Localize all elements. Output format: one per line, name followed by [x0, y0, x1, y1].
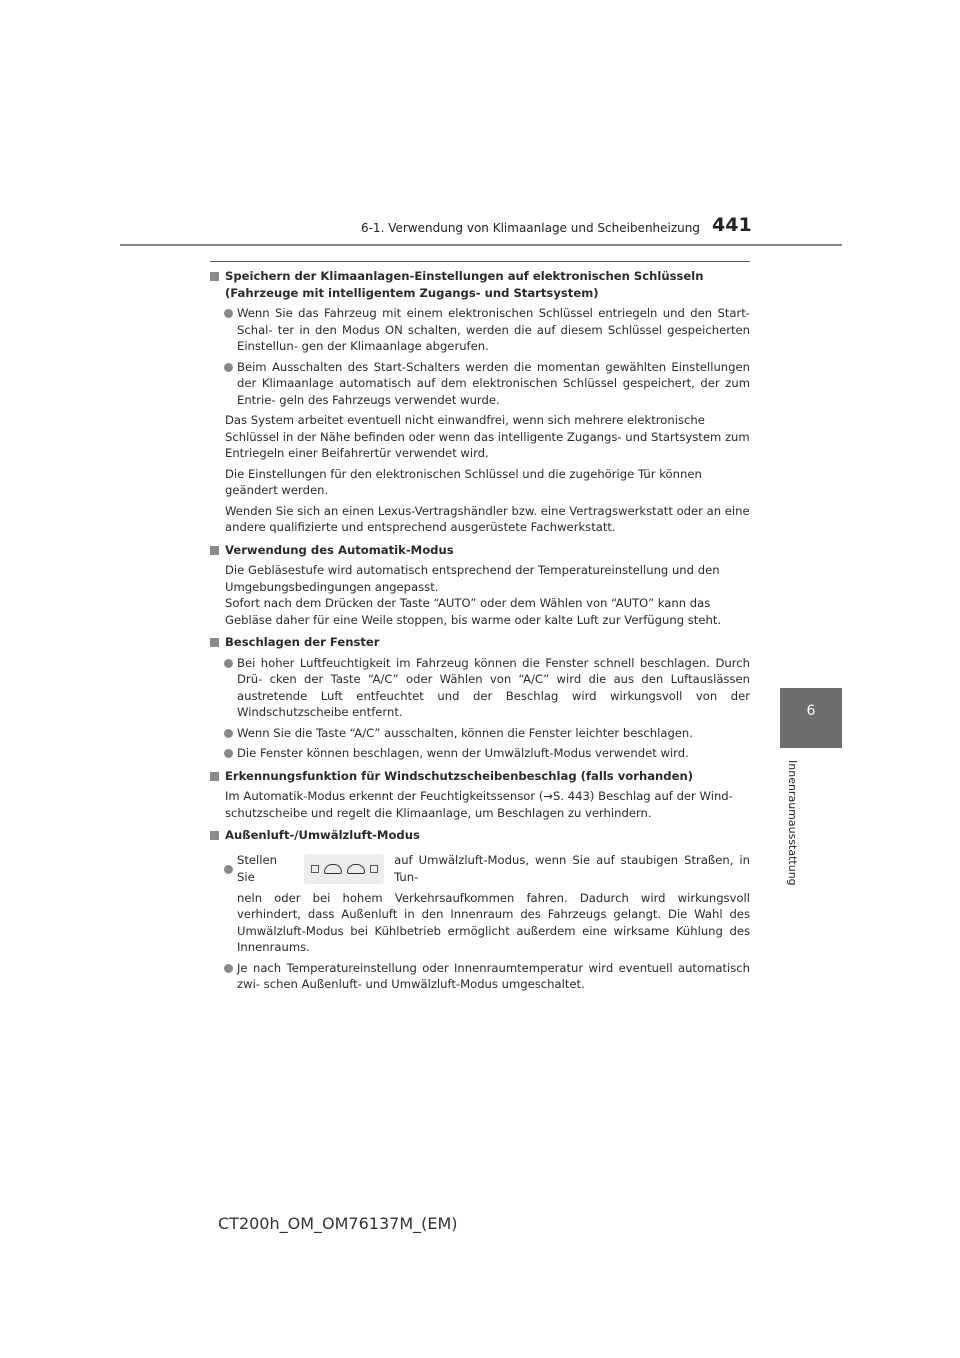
- bullet-item: Je nach Temperatureinstellung oder Innenraumtemperatur wird eventuell automatisch zwi- schen Außenluft- und Umwälzluft-Modus umgeschaltet.: [210, 960, 750, 993]
- bullet-item: Bei hoher Luftfeuchtigkeit im Fahrzeug können die Fenster schnell beschlagen. Durch Drü- cken der Taste “A/C” oder Wählen von “A/C” wird die aus den Luftauslässen austretende Luft entfeuchtet und der Beschlag wird wirkungsvoll von der Windschutzscheibe entfernt.: [210, 655, 750, 721]
- square-bullet-icon: [210, 272, 219, 281]
- bullet-item: Die Fenster können beschlagen, wenn der Umwälzluft-Modus verwendet wird.: [210, 745, 750, 762]
- section-heading: Außenluft-/Umwälzluft-Modus: [210, 827, 750, 844]
- icon-line: [237, 852, 750, 886]
- document-code: CT200h_OM_OM76137M_(EM): [218, 1214, 458, 1233]
- chapter-tab: [780, 688, 842, 748]
- bullet-item: [210, 852, 750, 886]
- chapter-label: Innenraumausstattung: [786, 760, 799, 886]
- outside-air-car-icon: [347, 864, 365, 874]
- square-bullet-icon: [210, 772, 219, 781]
- indicator-icon: [370, 865, 378, 873]
- section-heading: Beschlagen der Fenster: [210, 634, 750, 651]
- indicator-icon: [311, 865, 319, 873]
- bullet-item: Beim Ausschalten des Start-Schalters werden die momentan gewählten Einstellungen der Klimaanlage automatisch auf dem elektronischen Schlüssel gespeichert, der zum Entrie- geln des Fahrzeugs verwendet wurde.: [210, 359, 750, 409]
- round-bullet-icon: [224, 729, 233, 738]
- section-heading: Erkennungsfunktion für Windschutzscheibenbeschlag (falls vorhanden): [210, 768, 750, 785]
- bullet-tail-text: auf Umwälzluft-Modus, wenn Sie auf staubigen Straßen, in Tun-: [394, 853, 750, 884]
- square-bullet-icon: [210, 638, 219, 647]
- paragraph: Wenden Sie sich an einen Lexus-Vertragshändler bzw. eine Vertragswerkstatt oder an eine andere qualifizierte und entsprechend ausgerüstete Fachwerkstatt.: [225, 503, 750, 534]
- air-mode-buttons-icon: [304, 854, 384, 884]
- paragraph: Sofort nach dem Drücken der Taste “AUTO” oder dem Wählen von “AUTO” kann das Gebläse daher für eine Weile stoppen, bis warme oder kalte Luft zur Verfügung steht.: [225, 596, 722, 627]
- bullet-item: Wenn Sie das Fahrzeug mit einem elektronischen Schlüssel entriegeln und den Start-Schal- ter in den Modus ON schalten, werden die auf diesem Schlüssel gespeicherten Einstellun- gen der Klimaanlage abgerufen.: [210, 305, 750, 355]
- square-bullet-icon: [210, 546, 219, 555]
- content: [210, 268, 750, 999]
- bullet-item: Wenn Sie die Taste “A/C” ausschalten, können die Fenster leichter beschlagen.: [210, 725, 750, 742]
- header-title: 6-1. Verwendung von Klimaanlage und Scheibenheizung: [360, 221, 700, 235]
- square-bullet-icon: [210, 831, 219, 840]
- section-key-memory: [210, 268, 750, 536]
- header-rule: [120, 244, 842, 246]
- chapter-number: 6: [806, 703, 816, 719]
- bullet-continuation: neln oder bei hohem Verkehrsaufkommen fahren. Dadurch wird wirkungsvoll verhindert, dass Außenluft in den Innenraum des Fahrzeugs gelangt. Die Wahl des Umwälzluft-Modus bei Kühlbetrieb ermöglicht außerdem eine wirksame Kühlung des Innenraums.: [237, 890, 750, 954]
- recirculation-car-icon: [324, 864, 342, 874]
- section-heading: Verwendung des Automatik-Modus: [210, 542, 750, 559]
- round-bullet-icon: [224, 659, 233, 668]
- content-rule: [210, 261, 750, 262]
- page-number: 441: [712, 214, 752, 236]
- section-auto-mode: [210, 542, 750, 629]
- round-bullet-icon: [224, 964, 233, 973]
- round-bullet-icon: [224, 749, 233, 758]
- section-windshield-fog-detection: [210, 768, 750, 822]
- section-fogging: [210, 634, 750, 762]
- round-bullet-icon: [224, 309, 233, 318]
- paragraph: Die Einstellungen für den elektronischen Schlüssel und die zugehörige Tür können geändert werden.: [225, 466, 702, 497]
- paragraph: Im Automatik-Modus erkennt der Feuchtigkeitssensor (→S. 443) Beschlag auf der Wind- schutzscheibe und regelt die Klimaanlage, um Beschlagen zu verhindern.: [225, 789, 733, 820]
- section-heading: Speichern der Klimaanlagen-Einstellungen auf elektronischen Schlüsseln (Fahrzeuge mit intelligentem Zugangs- und Startsystem): [210, 268, 750, 301]
- section-air-mode: [210, 827, 750, 993]
- bullet-lead-text: Stellen Sie: [237, 853, 277, 884]
- paragraph: Das System arbeitet eventuell nicht einwandfrei, wenn sich mehrere elektronische Schlüssel in der Nähe befinden oder wenn das intelligente Zugangs- und Startsystem zum Entriegeln einer Beifahrertür verwendet wird.: [225, 413, 750, 460]
- round-bullet-icon: [224, 363, 233, 372]
- round-bullet-icon: [224, 865, 233, 874]
- paragraph: Die Gebläsestufe wird automatisch entsprechend der Temperatureinstellung und den Umgebungsbedingungen angepasst.: [225, 563, 720, 594]
